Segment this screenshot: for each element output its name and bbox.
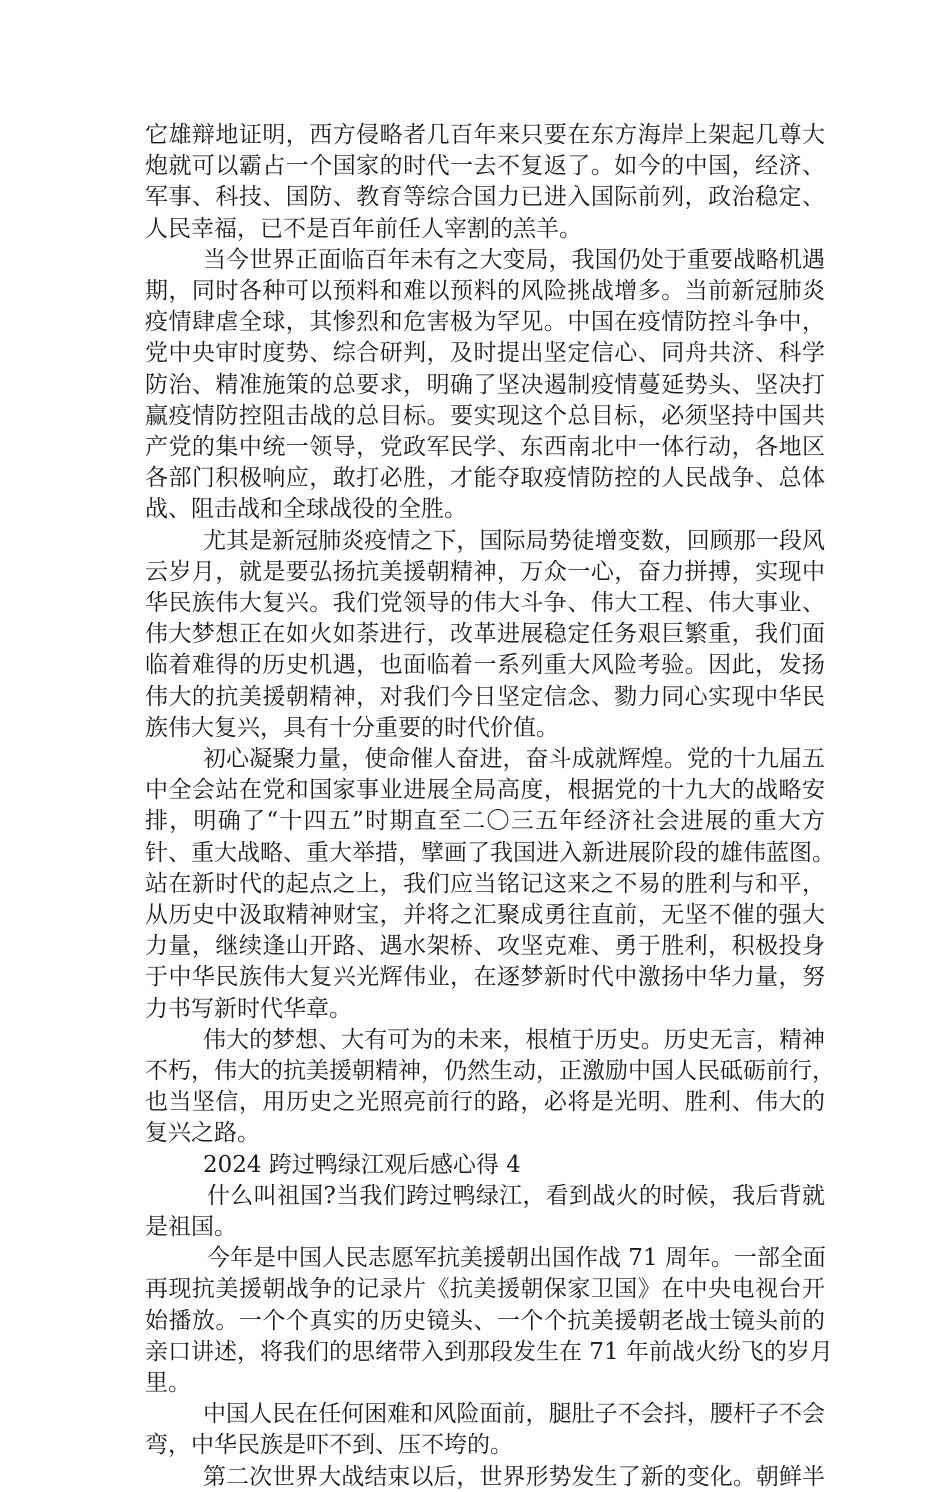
text-line: 始播放。一个个真实的历史镜头、一个个抗美援朝老战士镜头前的 [145, 1307, 825, 1334]
text-line: 族伟大复兴，具有十分重要的时代价值。 [145, 714, 559, 741]
text-line: 华民族伟大复兴。我们党领导的伟大斗争、伟大工程、伟大事业、 [145, 590, 825, 616]
text-line: 伟大的梦想、大有可为的未来，根植于历史。历史无言，精神 [203, 1026, 825, 1053]
text-line: 是祖国。 [145, 1214, 237, 1240]
text-line: 弯，中华民族是吓不到、压不垮的。 [145, 1432, 513, 1459]
text-line: 尤其是新冠肺炎疫情之下，国际局势徒增变数，回顾那一段风 [203, 527, 825, 554]
text-line: 再现抗美援朝战争的记录片《抗美援朝保家卫国》在中央电视台开 [145, 1276, 825, 1303]
text-line: 战、阻击战和全球战役的全胜。 [145, 496, 467, 523]
text-line: 初心凝聚力量，使命催人奋进，奋斗成就辉煌。党的十九届五 [203, 746, 825, 772]
text-line: 亲口讲述，将我们的思绪带入到那段发生在 71 年前战火纷飞的岁月 [145, 1338, 833, 1365]
text-line: 里。 [145, 1370, 191, 1396]
text-line: 今年是中国人民志愿军抗美援朝出国作战 71 周年。一部全面 [207, 1245, 826, 1272]
text-line: 各部门积极响应，敢打必胜，才能夺取疫情防控的人民战争、总体 [145, 465, 825, 492]
text-line: 力量，继续逢山开路、遇水架桥、攻坚克难、勇于胜利，积极投身 [145, 933, 825, 960]
text-line: 于中华民族伟大复兴光辉伟业，在逐梦新时代中激扬中华力量，努 [145, 964, 825, 991]
text-line: 什么叫祖国?当我们跨过鸭绿江，看到战火的时候，我后背就 [207, 1182, 825, 1209]
section-heading: 2024 跨过鸭绿江观后感心得 4 [203, 1151, 521, 1178]
text-line: 针、重大战略、重大举措，擘画了我国进入新进展阶段的雄伟蓝图。 [145, 839, 835, 866]
text-line: 伟大梦想正在如火如荼进行，改革进展稳定任务艰巨繁重，我们面 [145, 621, 825, 648]
text-line: 也当坚信，用历史之光照亮前行的路，必将是光明、胜利、伟大的 [145, 1089, 825, 1116]
text-line: 伟大的抗美援朝精神，对我们今日坚定信念、勠力同心实现中华民 [145, 683, 825, 710]
text-line: 防治、精准施策的总要求，明确了坚决遏制疫情蔓延势头、坚决打 [145, 371, 825, 398]
text-line: 党中央审时度势、综合研判，及时提出坚定信心、同舟共济、科学 [145, 340, 825, 367]
text-line: 复兴之路。 [145, 1120, 260, 1147]
text-line: 炮就可以霸占一个国家的时代一去不复返了。如今的中国，经济、 [145, 153, 825, 180]
text-line: 疫情肆虐全球，其惨烈和危害极为罕见。中国在疫情防控斗争中， [145, 309, 825, 336]
text-line: 临着难得的历史机遇，也面临着一系列重大风险考验。因此，发扬 [145, 652, 825, 679]
text-line: 产党的集中统一领导，党政军民学、东西南北中一体行动，各地区 [145, 434, 825, 460]
text-line: 军事、科技、国防、教育等综合国力已进入国际前列，政治稳定、 [145, 184, 825, 211]
text-line: 站在新时代的起点之上，我们应当铭记这来之不易的胜利与和平， [145, 870, 825, 897]
text-line: 中全会站在党和国家事业进展全局高度，根据党的十九大的战略安 [145, 777, 825, 804]
text-line: 从历史中汲取精神财宝，并将之汇聚成勇往直前，无坚不催的强大 [145, 902, 825, 928]
text-line: 云岁月，就是要弘扬抗美援朝精神，万众一心，奋力拼搏，实现中 [145, 558, 825, 585]
text-line: 它雄辩地证明，西方侵略者几百年来只要在东方海岸上架起几尊大 [145, 122, 825, 148]
text-line: 期，同时各种可以预料和难以预料的风险挑战增多。当前新冠肺炎 [145, 278, 825, 304]
text-line: 赢疫情防控阻击战的总目标。要实现这个总目标，必须坚持中国共 [145, 402, 825, 429]
text-line: 排，明确了“十四五”时期直至二〇三五年经济社会进展的重大方 [145, 808, 825, 835]
text-line: 中国人民在任何困难和风险面前，腿肚子不会抖，腰杆子不会 [203, 1401, 825, 1428]
text-line: 人民幸福，已不是百年前任人宰割的羔羊。 [145, 215, 582, 242]
text-line: 力书写新时代华章。 [145, 995, 352, 1022]
text-line: 第二次世界大战结束以后，世界形势发生了新的变化。朝鲜半 [203, 1463, 825, 1490]
text-line: 当今世界正面临百年未有之大变局，我国仍处于重要战略机遇 [203, 246, 825, 273]
text-line: 不朽，伟大的抗美援朝精神，仍然生动，正激励中国人民砥砺前行， [145, 1058, 835, 1084]
